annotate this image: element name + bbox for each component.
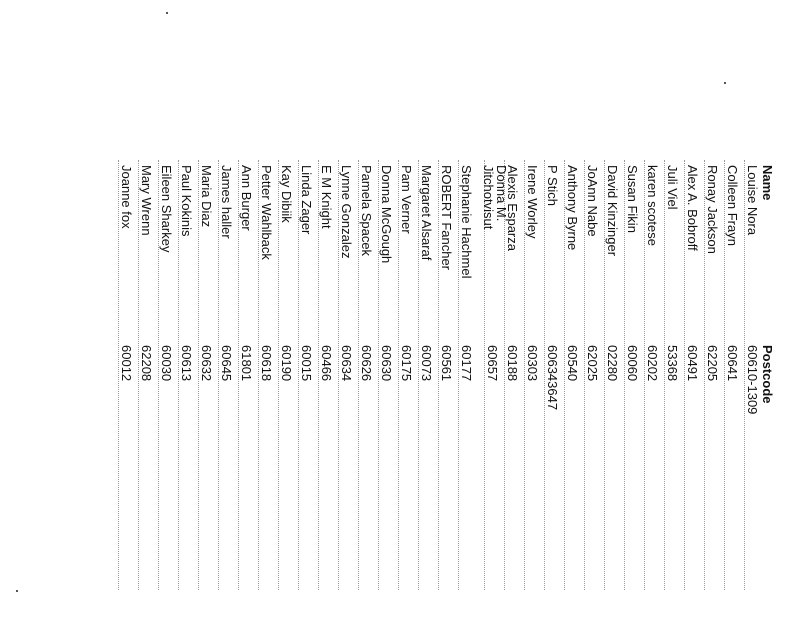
table-row <box>156 0 176 618</box>
postcode-cell: 60466 <box>319 345 334 382</box>
postcode-column-header: Postcode <box>760 345 775 404</box>
name-cell: David Kinzinger <box>605 165 620 257</box>
postcode-cell: 62205 <box>705 345 720 382</box>
table-row <box>116 0 136 618</box>
postcode-cell: 606343647 <box>545 345 560 411</box>
table-row <box>416 0 436 618</box>
name-cell: Donna McGough <box>379 165 394 264</box>
name-cell: Joanne fox <box>119 165 134 229</box>
postcode-cell: 60491 <box>685 345 700 382</box>
postcode-cell: 60632 <box>199 345 214 382</box>
name-cell: JoAnn Nabe <box>585 165 600 237</box>
name-cell: Linda Zager <box>299 165 314 235</box>
postcode-cell: 62208 <box>139 345 154 382</box>
name-cell: James haller <box>219 165 234 239</box>
postcode-cell: 60303 <box>525 345 540 382</box>
postcode-cell: 60561 <box>439 345 454 382</box>
name-cell: Ronay Jackson <box>705 165 720 254</box>
name-cell: Ann Burger <box>239 165 254 231</box>
table-row <box>481 0 509 618</box>
table-row <box>622 0 642 618</box>
name-cell: Lynne Gonzalez <box>339 165 354 259</box>
postcode-cell: 60645 <box>219 345 234 382</box>
postcode-cell: 60630 <box>379 345 394 382</box>
table-row <box>216 0 236 618</box>
scan-speck <box>724 82 726 84</box>
name-cell: Irene Worley <box>525 165 540 239</box>
table-row <box>602 0 622 618</box>
name-cell: Pamela Spacek <box>359 165 374 257</box>
name-cell: Donna M. Jitchotvisut <box>481 165 509 230</box>
table-row <box>296 0 316 618</box>
table-row <box>176 0 196 618</box>
name-column-header: Name <box>760 165 775 201</box>
table-row <box>436 0 456 618</box>
postcode-cell: 60015 <box>299 345 314 382</box>
postcode-cell: 53368 <box>665 345 680 382</box>
name-cell: Kay Dibiik <box>279 165 294 223</box>
name-cell: Pam Verner <box>399 165 414 234</box>
postcode-cell: 62025 <box>585 345 600 382</box>
table-row <box>502 0 522 618</box>
name-cell: Louise Nora <box>745 165 760 236</box>
table-row <box>236 0 256 618</box>
postcode-cell: 60188 <box>505 345 520 382</box>
table-row <box>562 0 582 618</box>
table-row <box>276 0 296 618</box>
table-row <box>682 0 702 618</box>
postcode-cell: 61801 <box>239 345 254 382</box>
table-row <box>702 0 722 618</box>
table-row <box>742 0 762 618</box>
table-row <box>316 0 336 618</box>
table-row <box>396 0 416 618</box>
postcode-cell: 60618 <box>259 345 274 382</box>
name-cell: Alexis Esparza <box>505 165 520 251</box>
postcode-cell: 60613 <box>179 345 194 382</box>
name-cell: Colleen Frayn <box>725 165 740 246</box>
table-row <box>522 0 542 618</box>
postcode-cell: 60175 <box>399 345 414 382</box>
name-cell: Juli Viel <box>665 165 680 210</box>
name-cell: Paul Kokinis <box>179 165 194 237</box>
table-row <box>356 0 376 618</box>
postcode-cell: 60177 <box>459 345 474 382</box>
name-cell: ROBERT Fancher <box>439 165 454 271</box>
table-row <box>582 0 602 618</box>
name-cell: Mary Wrenn <box>139 165 154 236</box>
postcode-cell: 60190 <box>279 345 294 382</box>
scan-speck <box>166 12 168 14</box>
postcode-cell: 60626 <box>359 345 374 382</box>
name-cell: Eileen Sharkey <box>159 165 174 253</box>
name-cell: Anthony Byrne <box>565 165 580 251</box>
postcode-cell: 60073 <box>419 345 434 382</box>
table-row <box>136 0 156 618</box>
postcode-cell: 02280 <box>605 345 620 382</box>
postcode-cell: 60202 <box>645 345 660 382</box>
table-row <box>456 0 476 618</box>
name-cell: Maria Diaz <box>199 165 214 228</box>
postcode-cell: 60634 <box>339 345 354 382</box>
name-cell: E M Knight <box>319 165 334 229</box>
table-row <box>376 0 396 618</box>
table-row <box>642 0 662 618</box>
scan-speck <box>16 590 18 592</box>
table-row <box>542 0 562 618</box>
name-cell: Susan Fikin <box>625 165 640 233</box>
table-row <box>336 0 356 618</box>
table-row <box>256 0 276 618</box>
postcode-cell: 60540 <box>565 345 580 382</box>
name-cell: Stephanie Hachmel <box>459 165 474 279</box>
postcode-cell: 60657 <box>485 345 500 382</box>
postcode-cell: 60060 <box>625 345 640 382</box>
table-row <box>662 0 682 618</box>
name-cell: Alex A. Bobroff <box>685 165 700 251</box>
name-cell: Margaret Alsaraf <box>419 165 434 261</box>
table-row <box>722 0 742 618</box>
name-cell: P Stich <box>545 165 560 206</box>
table-row <box>196 0 216 618</box>
postcode-cell: 60012 <box>119 345 134 382</box>
postcode-cell: 60641 <box>725 345 740 382</box>
postcode-cell: 60610-1309 <box>745 345 760 415</box>
postcode-cell: 60030 <box>159 345 174 382</box>
name-cell: karen scotese <box>645 165 660 246</box>
name-cell: Petter Wahlback <box>259 165 274 260</box>
